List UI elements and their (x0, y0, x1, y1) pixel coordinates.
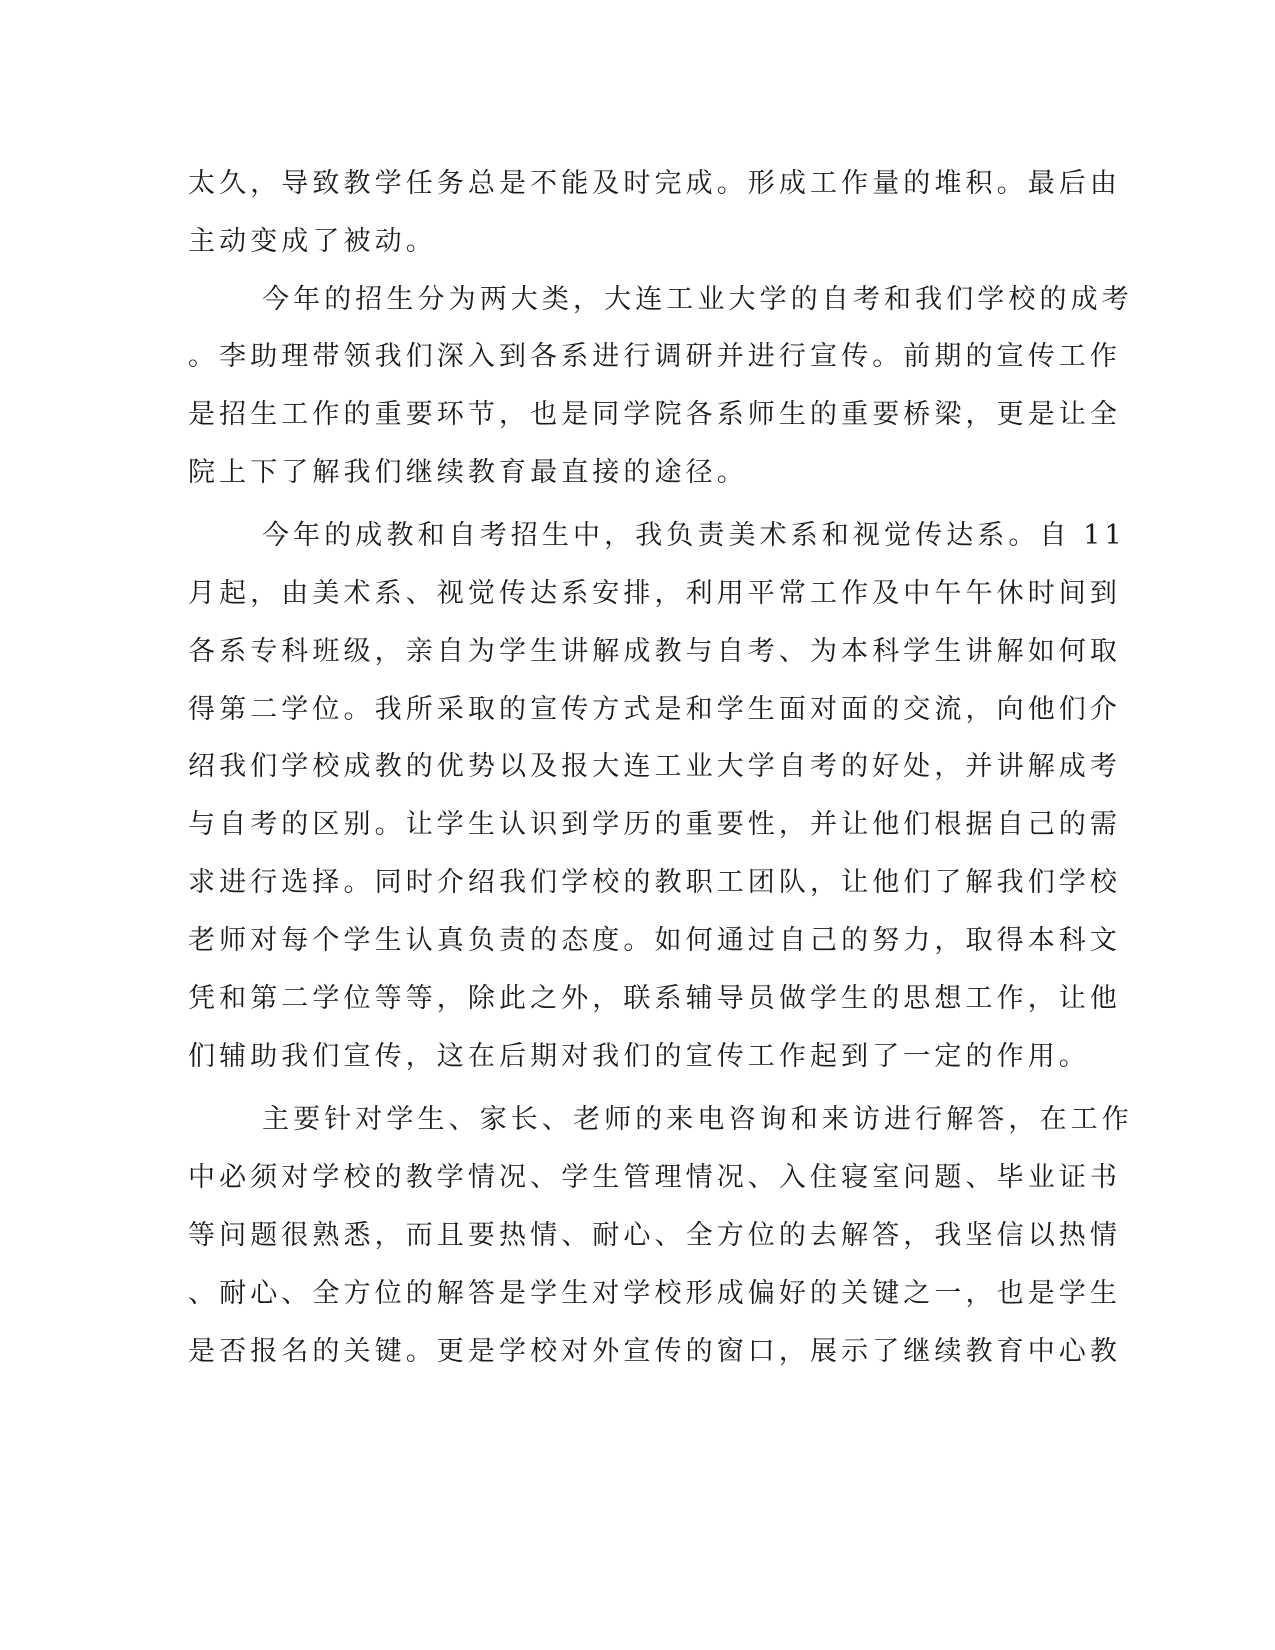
paragraph-first-line: 主要针对学生、家长、老师的来电咨询和来访进行解答，在工作 (262, 1104, 1133, 1135)
text-line: 老师对每个学生认真负责的态度。如何通过自己的努力，取得本科文 (188, 925, 1121, 956)
text-line: 求进行选择。同时介绍我们学校的教职工团队，让他们了解我们学校 (188, 867, 1121, 898)
text-line: 得第二学位。我所采取的宣传方式是和学生面对面的交流，向他们介 (188, 694, 1121, 725)
text-line: 月起，由美术系、视觉传达系安排，利用平常工作及中午午休时间到 (188, 578, 1121, 609)
text-line: 院上下了解我们继续教育最直接的途径。 (188, 457, 748, 488)
text-line: 中必须对学校的教学情况、学生管理情况、入住寝室问题、毕业证书 (188, 1162, 1121, 1193)
text-line: 与自考的区别。让学生认识到学历的重要性，并让他们根据自己的需 (188, 809, 1121, 840)
text-line: 绍我们学校成教的优势以及报大连工业大学自考的好处，并讲解成考 (188, 751, 1121, 782)
text-line: 各系专科班级，亲自为学生讲解成教与自考、为本科学生讲解如何取 (188, 636, 1121, 667)
text-line: 凭和第二学位等等，除此之外，联系辅导员做学生的思想工作，让他 (188, 983, 1121, 1014)
text-line: 是招生工作的重要环节，也是同学院各系师生的重要桥梁，更是让全 (188, 399, 1121, 430)
text-line: 们辅助我们宣传，这在后期对我们的宣传工作起到了一定的作用。 (188, 1041, 1090, 1072)
text-line: 是否报名的关键。更是学校对外宣传的窗口，展示了继续教育中心教 (188, 1336, 1121, 1367)
paragraph-first-line: 今年的招生分为两大类，大连工业大学的自考和我们学校的成考 (262, 284, 1133, 315)
text-line: 主动变成了被动。 (188, 226, 437, 257)
text-line: 、耐心、全方位的解答是学生对学校形成偏好的关键之一，也是学生 (188, 1278, 1121, 1309)
paragraph-first-line: 今年的成教和自考招生中，我负责美术系和视觉传达系。自 11 (262, 520, 1126, 551)
text-line: 太久，导致教学任务总是不能及时完成。形成工作量的堆积。最后由 (188, 168, 1121, 199)
text-line: 等问题很熟悉，而且要热情、耐心、全方位的去解答，我坚信以热情 (188, 1220, 1121, 1251)
text-line: 。李助理带领我们深入到各系进行调研并进行宣传。前期的宣传工作 (188, 341, 1121, 372)
